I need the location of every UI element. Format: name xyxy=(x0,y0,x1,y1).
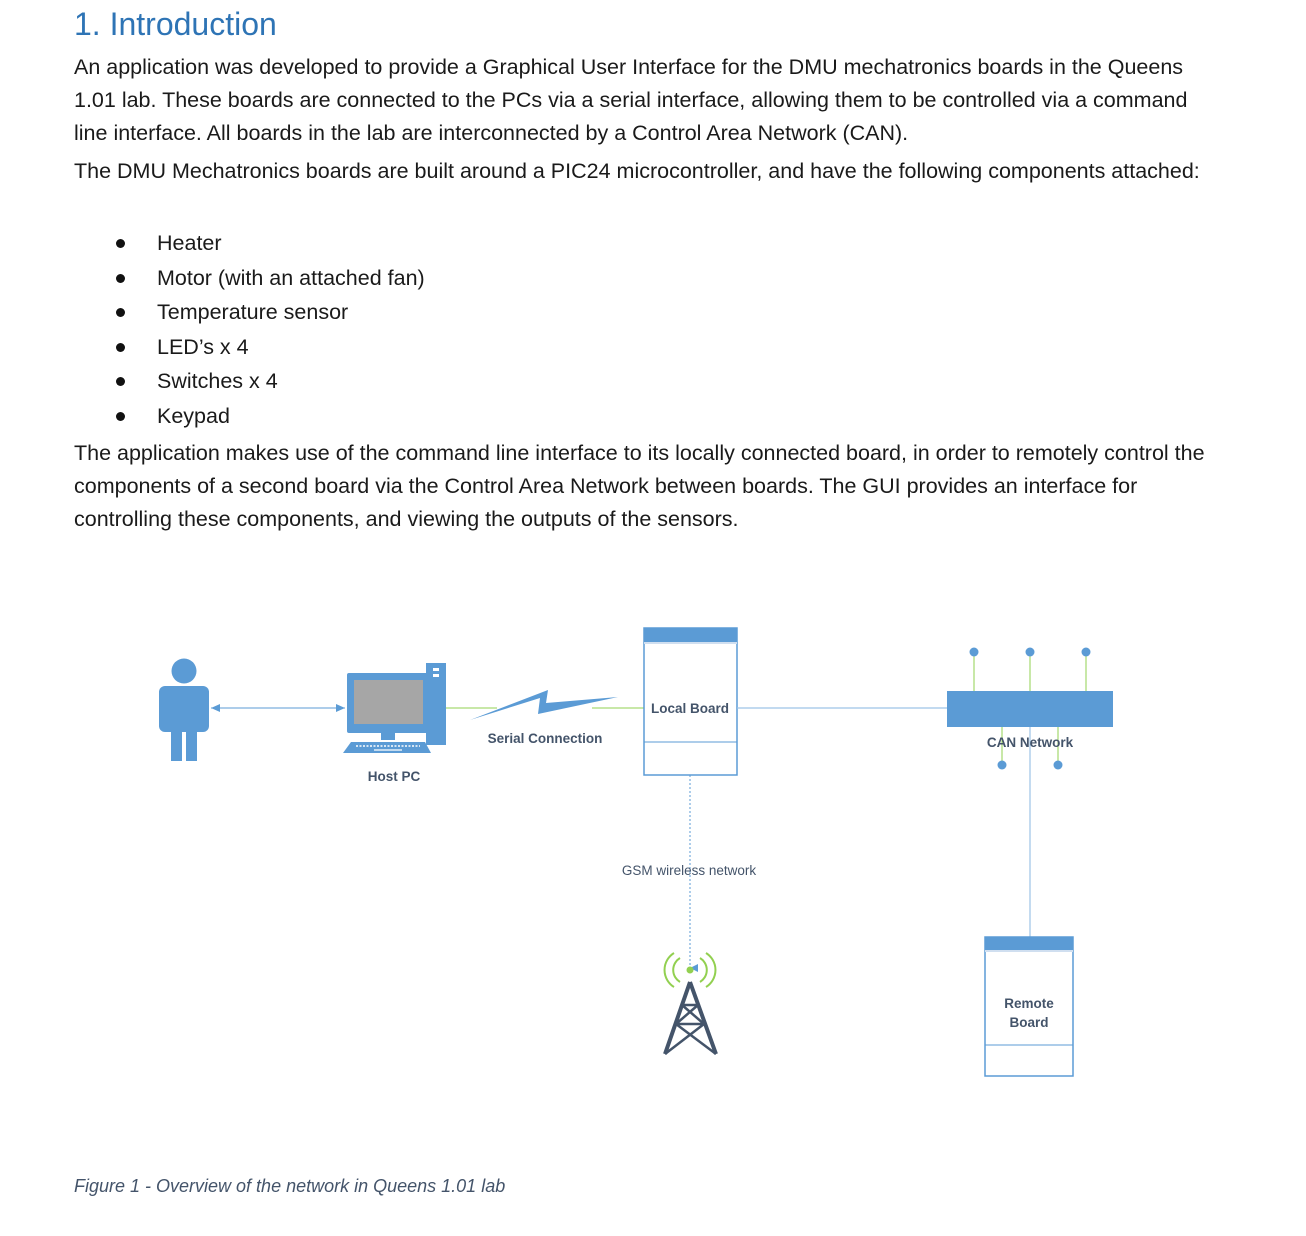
computer-icon xyxy=(343,663,446,753)
list-item: Keypad xyxy=(74,399,425,434)
local-board-label: Local Board xyxy=(650,701,730,716)
components-intro-paragraph: The DMU Mechatronics boards are built around a PIC24 microcontroller, and have the following components attached: xyxy=(74,159,1200,183)
bullet-icon xyxy=(116,308,125,317)
can-network-label: CAN Network xyxy=(986,735,1074,750)
list-item: Temperature sensor xyxy=(74,295,425,330)
serial-connection-label: Serial Connection xyxy=(487,731,603,746)
network-diagram xyxy=(0,560,1306,1160)
components-list xyxy=(74,226,425,433)
application-paragraph: The application makes use of the command line interface to its locally connected board, in order to remotely control the components of a second board via the Control Area Network between boards. The GUI provides an interface for controlling these components, and viewing the outputs of the sensors. xyxy=(74,441,1205,531)
list-item: Heater xyxy=(74,226,425,261)
remote-board-label-line1: Remote xyxy=(1004,996,1054,1011)
remote-board-label-line2: Board xyxy=(1009,1015,1049,1030)
bullet-icon xyxy=(116,274,125,283)
list-item: Motor (with an attached fan) xyxy=(74,261,425,296)
section-heading: 1. Introduction xyxy=(74,6,277,42)
figure-caption: Figure 1 - Overview of the network in Queens 1.01 lab xyxy=(74,1176,506,1196)
bullet-icon xyxy=(116,239,125,248)
intro-paragraph: An application was developed to provide a Graphical User Interface for the DMU mechatronics boards in the Queens 1.01 lab. These boards are connected to the PCs via a serial interface, allowing them to be controlled via a command line interface. All boards in the lab are interconnected by a Control Area Network (CAN). xyxy=(74,55,1188,145)
bullet-icon xyxy=(116,377,125,386)
bullet-icon xyxy=(116,412,125,421)
list-item: Switches x 4 xyxy=(74,364,425,399)
user-icon xyxy=(159,659,209,762)
host-pc-label: Host PC xyxy=(367,769,421,784)
cell-tower-icon xyxy=(665,953,716,1054)
serial-connection-link xyxy=(446,690,644,720)
list-item: LED’s x 4 xyxy=(74,330,425,365)
bullet-icon xyxy=(116,343,125,352)
gsm-network-label: GSM wireless network xyxy=(621,863,757,878)
